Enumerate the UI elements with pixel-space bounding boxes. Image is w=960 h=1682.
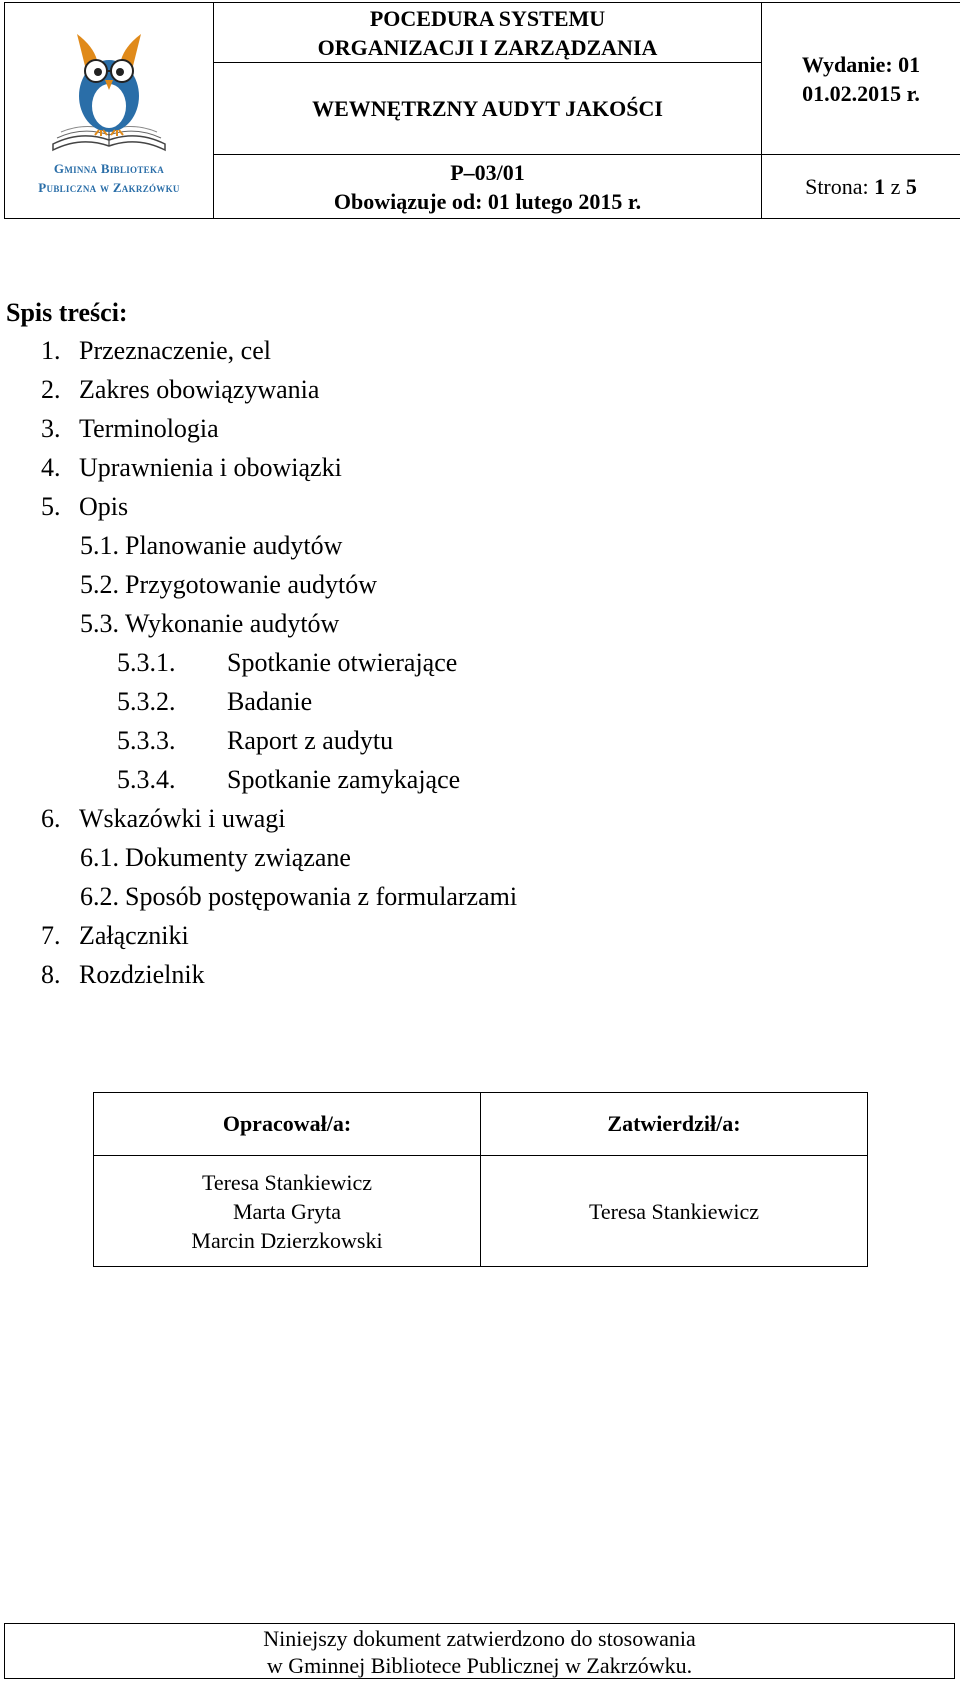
toc-item — [41, 960, 205, 990]
toc-item — [117, 765, 460, 795]
toc-item-text: Wykonanie audytów — [125, 609, 340, 638]
approval-footer — [4, 1623, 955, 1679]
edition-date: 01.02.2015 r. — [802, 80, 920, 106]
toc-item — [80, 882, 517, 912]
toc-item — [117, 726, 393, 756]
toc-item-text: Uprawnienia i obowiązki — [79, 453, 342, 482]
edition-cell — [762, 3, 960, 155]
toc-item-text: Badanie — [227, 687, 313, 716]
toc-item-number: 6.1. — [80, 843, 119, 872]
prepared-by-header: Opracował/a: — [94, 1093, 481, 1156]
toc-item — [41, 453, 342, 483]
logo-text-line1: Gminna Biblioteka — [53, 160, 165, 176]
page-separator: z — [890, 174, 901, 199]
toc-item-number: 5. — [41, 492, 61, 521]
toc-item — [41, 492, 128, 522]
toc-item — [41, 921, 189, 951]
subject-cell — [214, 63, 762, 155]
approval-table — [93, 1092, 868, 1267]
toc-item-text: Spotkanie otwierające — [227, 648, 458, 677]
toc-title: Spis treści: — [6, 298, 128, 327]
page-number-cell — [762, 155, 960, 219]
footer-line2: w Gminnej Bibliotece Publicznej w Zakrzówku. — [266, 1653, 693, 1678]
prepared-by-name: Marta Gryta — [232, 1198, 342, 1224]
toc-item-text: Rozdzielnik — [79, 960, 205, 989]
toc-item-number: 3. — [41, 414, 61, 443]
prepared-by-name: Teresa Stankiewicz — [201, 1169, 373, 1195]
page-current: 1 — [874, 174, 886, 199]
toc-item-number: 1. — [41, 336, 61, 365]
logo-text-line2: Publiczna w Zakrzówku — [38, 179, 180, 195]
toc-item-number: 5.3. — [80, 609, 119, 638]
toc-item-text: Spotkanie zamykające — [227, 765, 461, 794]
procedure-title-cell — [214, 3, 762, 63]
prepared-by-name: Marcin Dzierzkowski — [191, 1227, 383, 1253]
toc-item-text: Planowanie audytów — [125, 531, 343, 560]
edition-label: Wydanie: 01 — [801, 51, 921, 77]
toc-item-text: Dokumenty związane — [125, 843, 351, 872]
toc-item-number: 5.3.3. — [117, 726, 176, 755]
toc-item — [117, 648, 457, 678]
procedure-title-line1: POCEDURA SYSTEMU — [369, 5, 606, 31]
toc-item-text: Zakres obowiązywania — [79, 375, 320, 404]
toc-item-number: 5.3.1. — [117, 648, 176, 677]
toc-item-text: Opis — [79, 492, 129, 521]
code-cell — [214, 155, 762, 219]
footer-line1: Niniejszy dokument zatwierdzono do stosowania — [263, 1626, 696, 1651]
procedure-code: P–03/01 — [450, 159, 525, 185]
document-subject: WEWNĘTRZNY AUDYT JAKOŚCI — [312, 96, 663, 121]
toc-item-text: Terminologia — [79, 414, 219, 443]
approved-by-name: Teresa Stankiewicz — [481, 1156, 868, 1267]
toc-item-text: Wskazówki i uwagi — [79, 804, 286, 833]
library-logo — [5, 3, 213, 218]
toc-item-number: 5.2. — [80, 570, 119, 599]
toc-item-number: 5.3.4. — [117, 765, 176, 794]
logo-cell — [5, 3, 214, 219]
toc-item — [117, 687, 312, 717]
toc-item — [80, 843, 351, 873]
approved-by-header: Zatwierdził/a: — [481, 1093, 868, 1156]
document-header — [4, 2, 960, 219]
toc-item — [41, 414, 219, 444]
toc-item-text: Przeznaczenie, cel — [79, 336, 271, 365]
toc-item-number: 2. — [41, 375, 61, 404]
toc-item-number: 5.3.2. — [117, 687, 176, 716]
procedure-title-line2: ORGANIZACJI I ZARZĄDZANIA — [317, 34, 658, 60]
page-total: 5 — [905, 174, 917, 199]
toc-item-number: 7. — [41, 921, 61, 950]
page-label: Strona: — [805, 174, 869, 199]
toc-item-number: 6.2. — [80, 882, 119, 911]
toc-item-number: 6. — [41, 804, 61, 833]
toc-item-text: Przygotowanie audytów — [125, 570, 378, 599]
toc-item-number: 4. — [41, 453, 61, 482]
toc-item-text: Sposób postępowania z formularzami — [125, 882, 518, 911]
toc-item — [41, 804, 286, 834]
toc-item-number: 5.1. — [80, 531, 119, 560]
toc-item — [80, 531, 342, 561]
toc-item — [80, 570, 377, 600]
toc-item-text: Raport z audytu — [227, 726, 394, 755]
toc-item — [80, 609, 339, 639]
toc-item-text: Załączniki — [79, 921, 189, 950]
prepared-by-names — [94, 1156, 481, 1267]
owl-book-icon — [49, 26, 169, 158]
effective-date: Obowiązuje od: 01 lutego 2015 r. — [333, 188, 642, 214]
toc-item — [41, 375, 319, 405]
toc-item — [41, 336, 271, 366]
toc-item-number: 8. — [41, 960, 61, 989]
